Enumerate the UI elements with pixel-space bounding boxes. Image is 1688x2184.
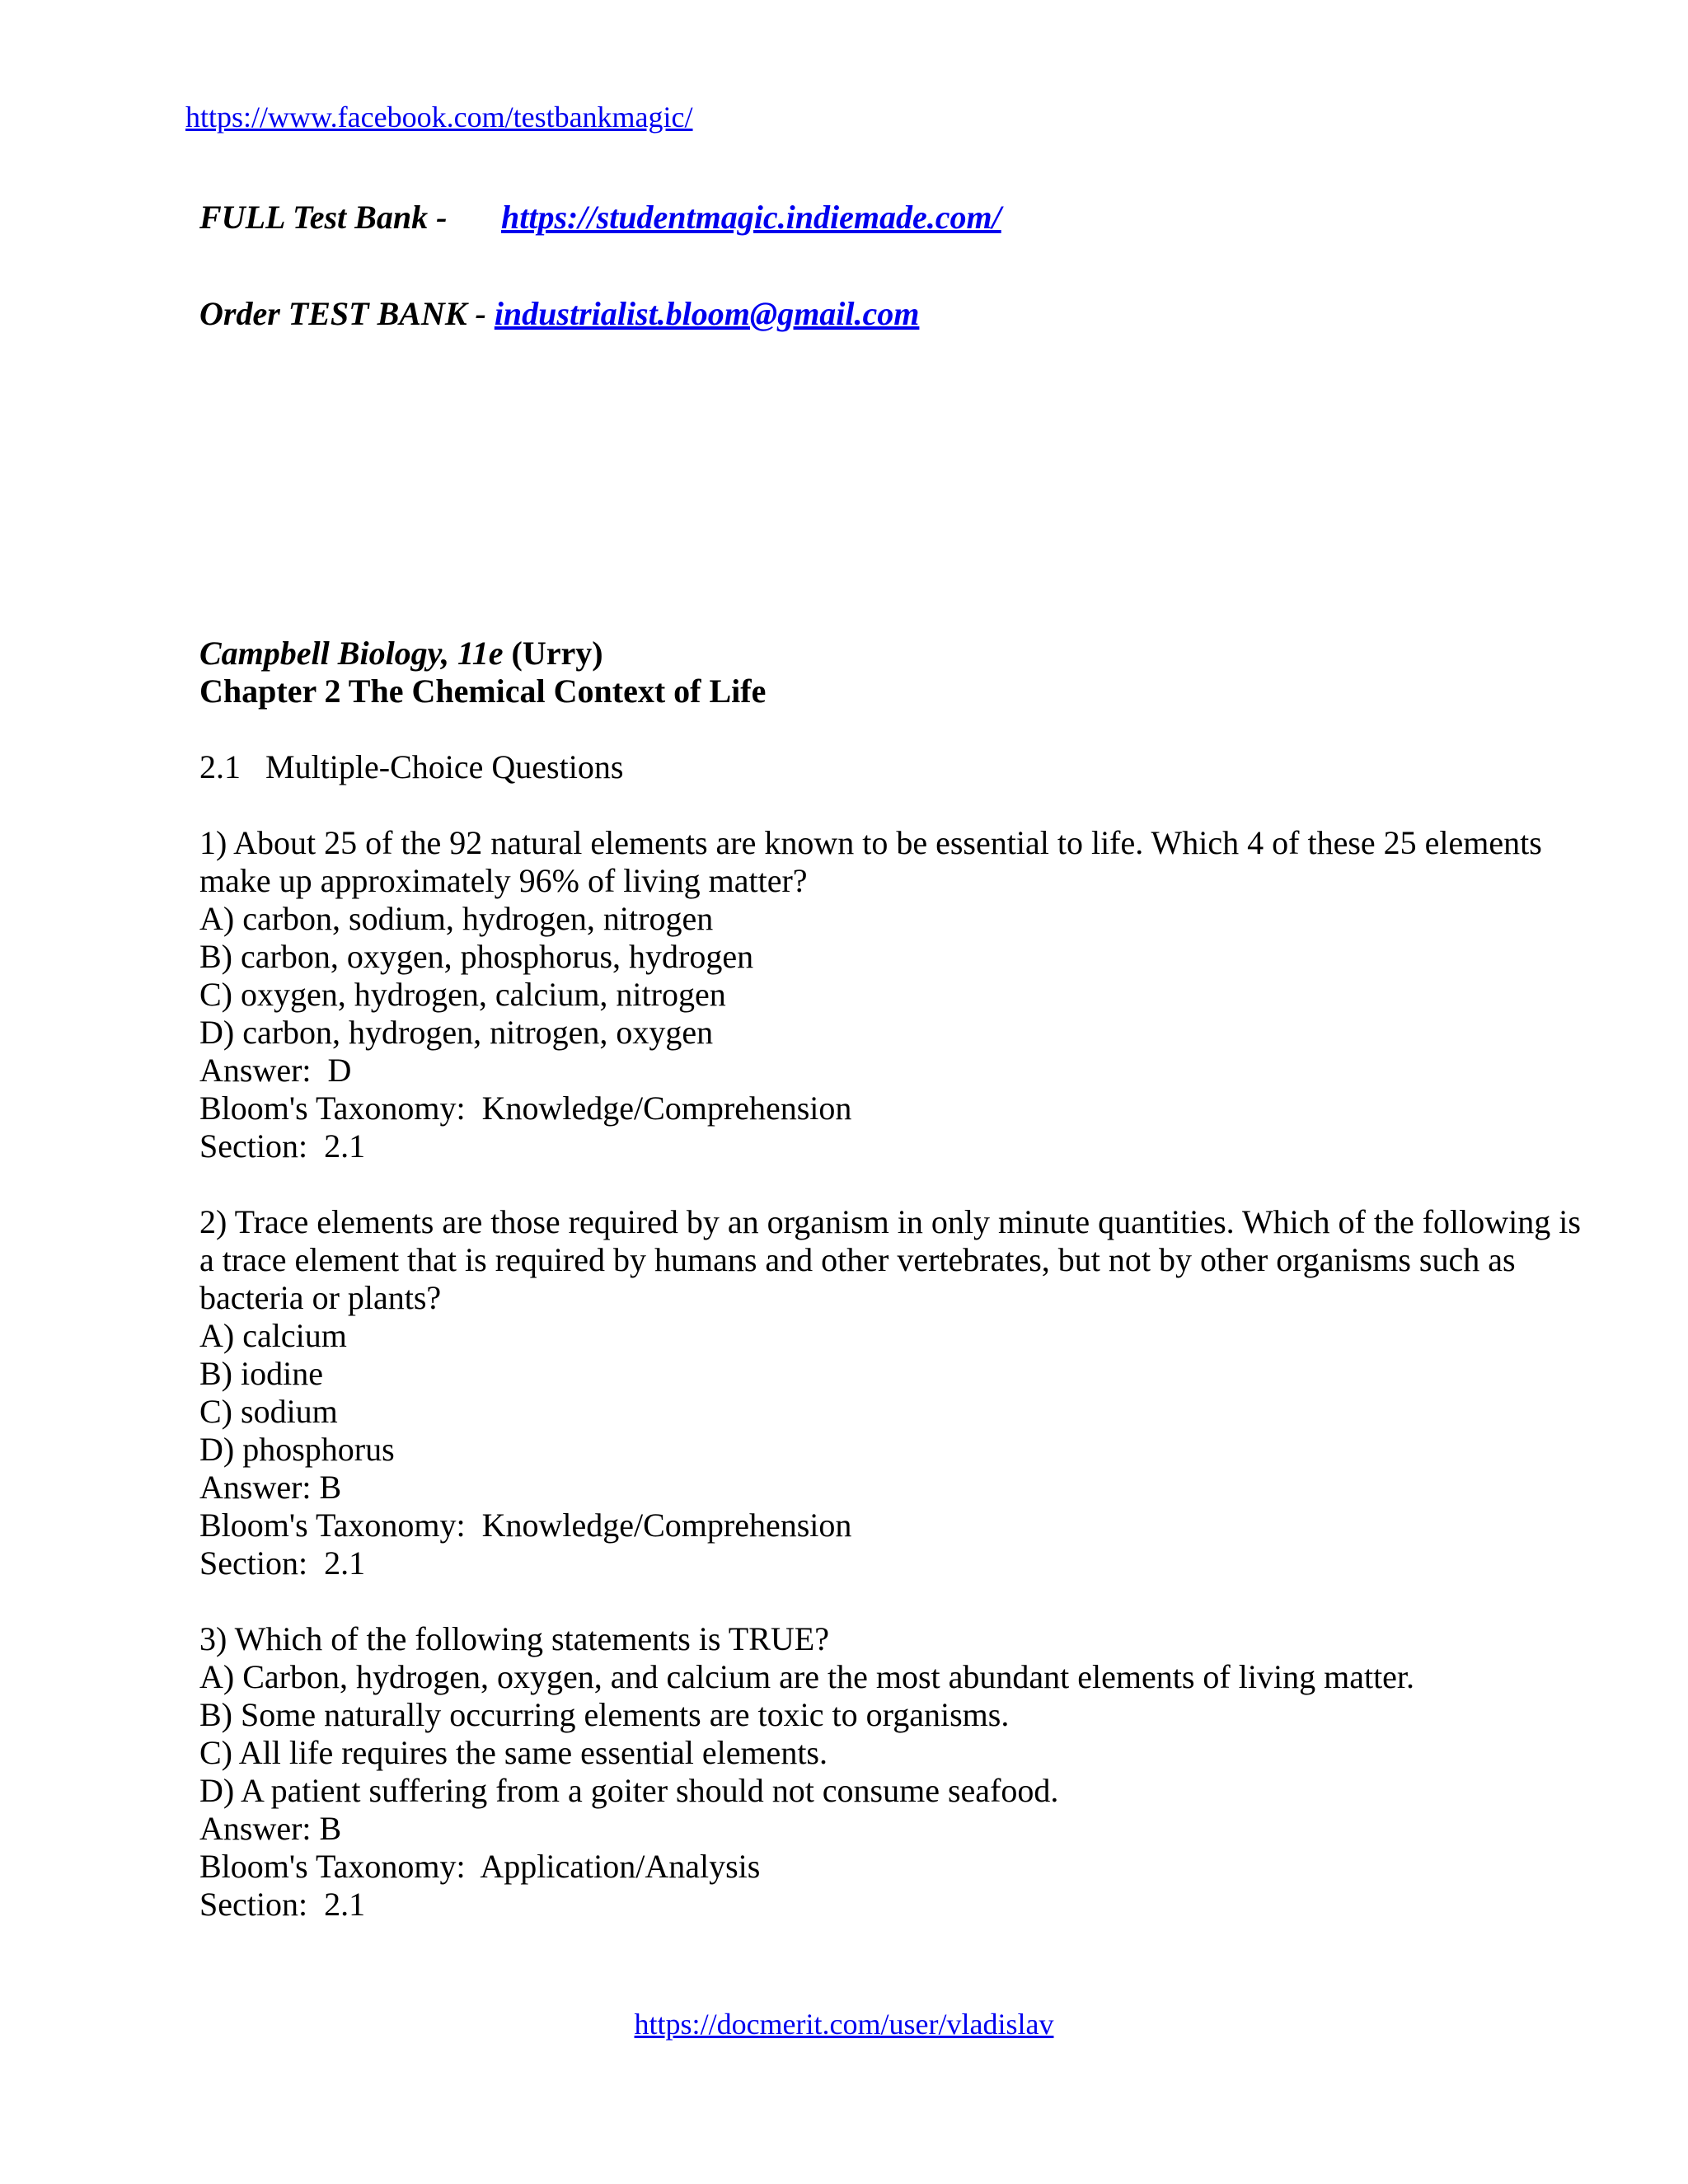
book-title-line — [199, 635, 1601, 673]
blooms-taxonomy: Bloom's Taxonomy: Knowledge/Comprehension — [199, 1090, 852, 1127]
option-c: C) oxygen, hydrogen, calcium, nitrogen — [199, 976, 726, 1013]
question-3 — [199, 1620, 1601, 1924]
order-test-bank-line — [199, 293, 919, 335]
question-stem: 1) About 25 of the 92 natural elements are known to be essential to life. Which 4 of these 25 elements make up approximately 96% of living matter? — [199, 824, 1542, 899]
section-heading — [199, 748, 1601, 786]
option-b: B) iodine — [199, 1355, 323, 1392]
option-c: C) sodium — [199, 1393, 338, 1430]
option-a: A) Carbon, hydrogen, oxygen, and calcium are the most abundant elements of living matter. — [199, 1658, 1415, 1695]
question-stem: 3) Which of the following statements is TRUE? — [199, 1620, 829, 1657]
question-2 — [199, 1203, 1601, 1582]
chapter-title: Chapter 2 The Chemical Context of Life — [199, 673, 767, 710]
document-body — [199, 635, 1601, 1961]
question-stem: 2) Trace elements are those required by an organism in only minute quantities. Which of the following is a trace element that is required by humans and other vertebrates, but not by other organisms such as bacteria or plants? — [199, 1203, 1581, 1316]
question-section: Section: 2.1 — [199, 1127, 366, 1165]
order-email-link[interactable]: industrialist.bloom@gmail.com — [494, 295, 920, 332]
book-author: (Urry) — [503, 635, 603, 672]
docmerit-link[interactable]: https://docmerit.com/user/vladislav — [634, 2008, 1054, 2041]
blooms-taxonomy: Bloom's Taxonomy: Application/Analysis — [199, 1848, 761, 1885]
footer — [0, 2004, 1688, 2044]
section-title: Multiple-Choice Questions — [265, 748, 624, 785]
option-b: B) carbon, oxygen, phosphorus, hydrogen — [199, 938, 754, 975]
studentmagic-link[interactable]: https://studentmagic.indiemade.com/ — [501, 199, 1001, 236]
option-d: D) A patient suffering from a goiter should not consume seafood. — [199, 1772, 1059, 1809]
question-section: Section: 2.1 — [199, 1544, 366, 1582]
option-a: A) calcium — [199, 1317, 347, 1354]
answer: Answer: D — [199, 1052, 352, 1089]
option-d: D) carbon, hydrogen, nitrogen, oxygen — [199, 1014, 714, 1051]
facebook-link[interactable]: https://www.facebook.com/testbankmagic/ — [185, 101, 693, 134]
question-section: Section: 2.1 — [199, 1886, 366, 1923]
option-c: C) All life requires the same essential elements. — [199, 1734, 828, 1771]
option-a: A) carbon, sodium, hydrogen, nitrogen — [199, 900, 714, 937]
option-d: D) phosphorus — [199, 1431, 395, 1468]
full-test-bank-label: FULL Test Bank - — [199, 199, 448, 236]
section-number: 2.1 — [199, 748, 241, 785]
option-b: B) Some naturally occurring elements are toxic to organisms. — [199, 1696, 1010, 1733]
answer: Answer: B — [199, 1469, 342, 1506]
blooms-taxonomy: Bloom's Taxonomy: Knowledge/Comprehension — [199, 1507, 852, 1544]
answer: Answer: B — [199, 1810, 342, 1847]
full-test-bank-line — [199, 196, 1001, 239]
book-title: Campbell Biology, 11e — [199, 635, 504, 672]
order-test-bank-label: Order TEST BANK - — [199, 295, 495, 332]
question-1 — [199, 824, 1601, 1165]
